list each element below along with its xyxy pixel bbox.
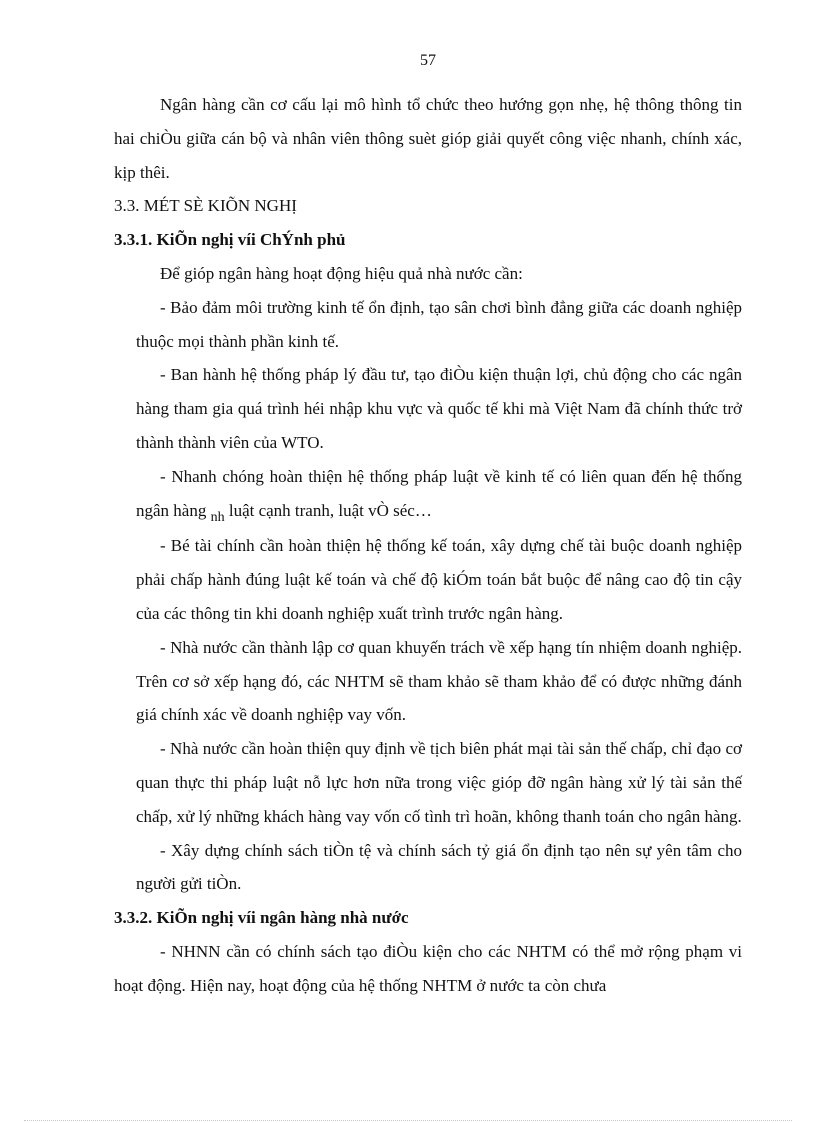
document-body: [114, 88, 742, 1003]
bullet-monetary-policy: - Xây dựng chính sách tiÒn tệ và chính sách tỷ giá ổn định tạo nên sự yên tâm cho người gửi tiÒn.: [136, 840, 742, 894]
subsection-heading-3-3-2: 3.3.2. KiÕn nghị víi ngân hàng nhà nước: [114, 908, 409, 928]
paragraph-intro: Để gióp ngân hàng hoạt động hiệu quả nhà nước cần:: [160, 263, 523, 283]
page-number: 57: [420, 52, 436, 69]
bullet-accounting-system: - Bé tài chính cần hoàn thiện hệ thống kế toán, xây dựng chế tài buộc doanh nghiệp phải chấp hành đúng luật kế toán và chế độ kiÓm toán bắt buộc để nâng cao độ tin cậy của các thông tin khi doanh nghiệp xuất trình trước ngân hàng.: [136, 536, 742, 623]
bullet-nhnn-policy: - NHNN cần có chính sách tạo điÒu kiện cho các NHTM có thể mở rộng phạm vi hoạt động. Hiện nay, hoạt động của hệ thống NHTM ở nước ta còn chưa: [114, 941, 742, 995]
bullet-collateral: - Nhà nước cần hoàn thiện quy định về tịch biên phát mại tài sản thế chấp, chỉ đạo cơ quan thực thi pháp luật nỗ lực hơn nữa trong việc gióp đỡ ngân hàng xử lý tài sản thế chấp, xử lý những khách hàng vay vốn cố tình trì hoãn, không thanh toán cho ngân hàng.: [136, 739, 742, 826]
paragraph-restructure: Ngân hàng cần cơ cấu lại mô hình tổ chức theo hướng gọn nhẹ, hệ thông thông tin hai chiÒu giữa cán bộ và nhân viên thông suèt gióp giải quyết công việc nhanh, chính xác, kịp thêi.: [114, 95, 742, 182]
bullet-legal-framework: - Ban hành hệ thống pháp lý đầu tư, tạo điÒu kiện thuận lợi, chủ động cho các ngân hàng tham gia quá trình héi nhập khu vực và quốc tế khi mà Việt Nam đã chính thức trở thành thành viên của WTO.: [136, 365, 742, 452]
bullet-banking-law-end: luật cạnh tranh, luật vÒ séc…: [224, 500, 432, 520]
page-bottom-divider: [24, 1120, 792, 1121]
section-heading-3-3: 3.3. MÉT SÈ KIÕN NGHỊ: [114, 196, 297, 216]
bullet-banking-law-start: - Nhanh chóng hoàn thiện hệ thống pháp luật về kinh tế có liên quan đến hệ thống ngân hàng: [136, 466, 742, 520]
bullet-credit-rating: - Nhà nước cần thành lập cơ quan khuyến trách về xếp hạng tín nhiệm doanh nghiệp. Trên cơ sở xếp hạng đó, các NHTM sẽ tham khảo sẽ tham khảo để có được những đánh giá chính xác về doanh nghiệp vay vốn.: [136, 637, 742, 725]
bullet-banking-law-fragment: nh: [210, 509, 225, 525]
bullet-economic-stability: - Bảo đảm môi trường kinh tế ổn định, tạo sân chơi bình đẳng giữa các doanh nghiệp thuộc mọi thành phần kinh tế.: [136, 297, 742, 351]
subsection-heading-3-3-1: 3.3.1. KiÕn nghị víi ChÝnh phủ: [114, 230, 346, 250]
bullet-banking-law: [114, 460, 742, 530]
